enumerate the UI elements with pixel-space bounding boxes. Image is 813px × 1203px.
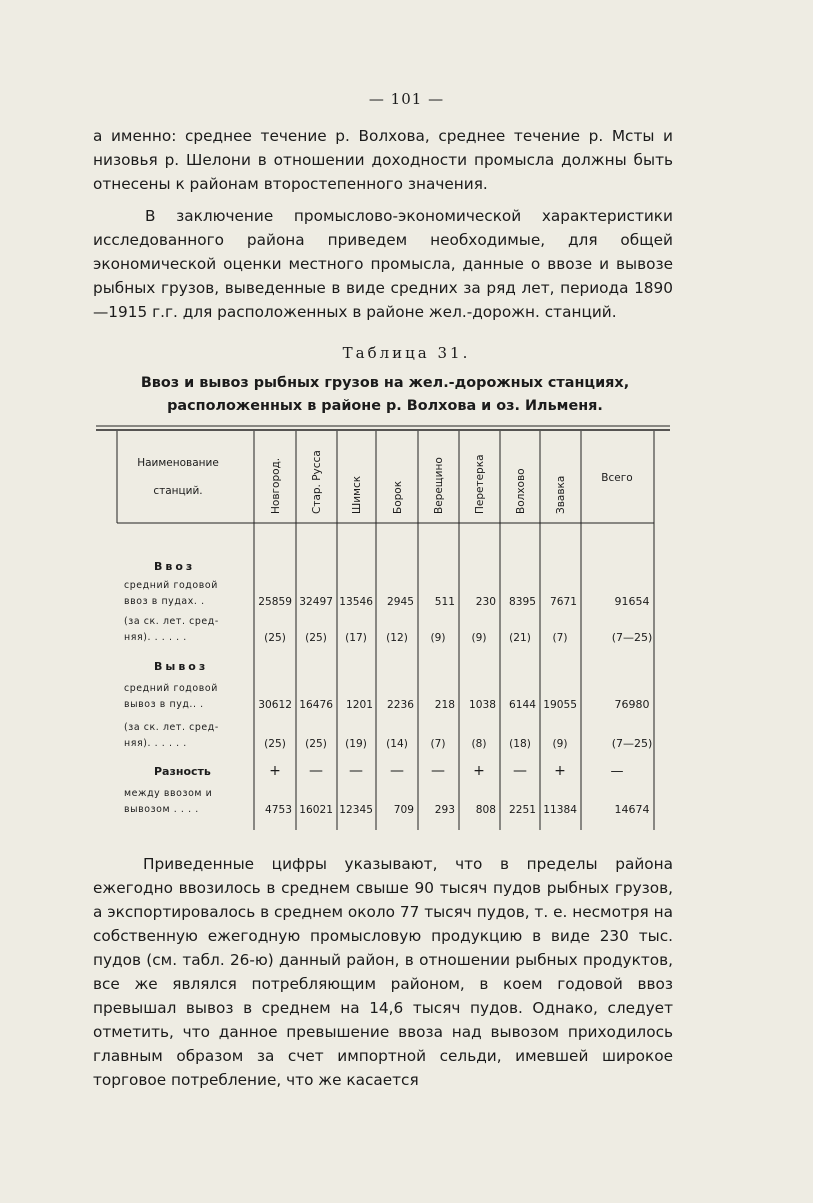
- import-heading: Ввоз: [154, 560, 196, 573]
- import-value-cell: 230: [475, 596, 496, 608]
- station-header: Шимск: [351, 475, 363, 514]
- paragraph-conclusion: В заключение промыслово-экономической характеристики исследованного района приведем необходимые, для общей экономической оценки местного промысла, данные о ввозе и вывозе рыбных грузов, выведенные в виде средних за ряд лет, периода 1890—1915 г.г. для расположенных в районе жел.-дорожн. станций.: [93, 207, 673, 321]
- import-years-label-1: (за ск. лет. сред-: [124, 616, 219, 627]
- diff-sign-cell: +: [269, 763, 281, 779]
- diff-heading: Разность: [154, 765, 211, 778]
- diff-value-cell: 12345: [339, 804, 373, 816]
- diff-sign-cell: +: [554, 763, 566, 779]
- export-label-2: вывоз в пуд.. .: [124, 699, 204, 710]
- import-years-label-2: няя). . . . . .: [124, 632, 187, 643]
- export-years-cell: (25): [264, 738, 286, 750]
- export-years-cell: (14): [386, 738, 408, 750]
- diff-sign-cell: —: [349, 763, 363, 779]
- diff-value-cell: 709: [393, 804, 414, 816]
- import-years-cell: (25): [305, 632, 327, 644]
- diff-value-cell: 11384: [543, 804, 577, 816]
- diff-sign-cell: —: [431, 763, 445, 779]
- diff-value-cell: 2251: [509, 804, 536, 816]
- diff-label-1: между ввозом и: [124, 788, 213, 799]
- import-label-1: средний годовой: [124, 580, 218, 591]
- import-label-2: ввоз в пудах. .: [124, 596, 205, 607]
- import-years-cell: (21): [509, 632, 531, 644]
- import-years-cell: (17): [345, 632, 367, 644]
- export-years-cell: (19): [345, 738, 367, 750]
- import-value-cell: 7671: [550, 596, 577, 608]
- header-name-line1: Наименование: [137, 457, 219, 469]
- import-value-cell: 32497: [299, 596, 333, 608]
- export-value-cell: 2236: [387, 699, 414, 711]
- import-years-cell: (9): [430, 632, 446, 644]
- import-years-cell: (25): [264, 632, 286, 644]
- export-years-total: (7—25): [611, 737, 653, 750]
- export-value-cell: 218: [434, 699, 455, 711]
- diff-sign-cell: —: [390, 763, 404, 779]
- import-total: 91654: [614, 595, 650, 608]
- diff-total: 14674: [614, 803, 650, 816]
- export-years-cell: (18): [509, 738, 531, 750]
- export-years-cell: (7): [430, 738, 446, 750]
- export-years-cell: (25): [305, 738, 327, 750]
- diff-sign-cell: —: [309, 763, 323, 779]
- table-title: Таблица 31.: [342, 344, 471, 362]
- import-years-cell: (7): [552, 632, 568, 644]
- page-number: — 101 —: [368, 90, 445, 108]
- export-label-1: средний годовой: [124, 683, 218, 694]
- import-value-cell: 511: [434, 596, 455, 608]
- header-total: Всего: [601, 472, 633, 484]
- export-years-label-2: няя). . . . . .: [124, 738, 187, 749]
- export-total: 76980: [614, 698, 650, 711]
- diff-sign-total: —: [610, 764, 624, 779]
- diff-value-cell: 4753: [265, 804, 292, 816]
- station-header: Звавка: [555, 475, 567, 514]
- import-value-cell: 25859: [258, 596, 292, 608]
- export-years-cell: (9): [552, 738, 568, 750]
- station-header: Верещино: [433, 457, 445, 514]
- export-value-cell: 1038: [469, 699, 496, 711]
- diff-value-cell: 808: [475, 804, 496, 816]
- export-value-cell: 19055: [543, 699, 577, 711]
- diff-sign-cell: +: [473, 763, 485, 779]
- station-header: Волхово: [515, 468, 527, 514]
- import-years-cell: (9): [471, 632, 487, 644]
- header-name-line2: станций.: [153, 485, 203, 497]
- diff-value-cell: 16021: [299, 804, 333, 816]
- paragraph-intro: а именно: среднее течение р. Волхова, среднее течение р. Мсты и низовья р. Шелони в отношении доходности промысла должны быть отнесены к районам второстепенного значения.: [93, 127, 673, 193]
- station-header: Новгород.: [270, 457, 282, 514]
- export-value-cell: 16476: [299, 699, 333, 711]
- export-years-label-1: (за ск. лет. сред-: [124, 722, 219, 733]
- export-years-cell: (8): [471, 738, 487, 750]
- table-caption: Ввоз и вывоз рыбных грузов на жел.-дорожных станциях, расположенных в районе р. Волхова и оз. Ильменя.: [140, 375, 630, 414]
- import-years-total: (7—25): [611, 631, 653, 644]
- diff-value-cell: 293: [434, 804, 455, 816]
- import-value-cell: 13546: [339, 596, 373, 608]
- station-header: Стар. Русса: [311, 450, 323, 514]
- import-value-cell: 8395: [509, 596, 536, 608]
- export-value-cell: 6144: [509, 699, 536, 711]
- export-heading: Вывоз: [154, 660, 209, 673]
- export-value-cell: 1201: [346, 699, 373, 711]
- station-header: Борок: [392, 480, 404, 514]
- diff-label-2: вывозом . . . .: [124, 804, 199, 815]
- import-value-cell: 2945: [387, 596, 414, 608]
- import-years-cell: (12): [386, 632, 408, 644]
- paragraph-analysis: Приведенные цифры указывают, что в пределы района ежегодно ввозилось в среднем свыше 90 тысяч пудов рыбных грузов, а экспортировалось в среднем около 77 тысяч пудов, т. е. несмотря на собственную ежегодную промысловую продукцию в виде 230 тыс. пудов (см. табл. 26-ю) данный район, в отношении рыбных продуктов, все же являлся потребляющим районом, в коем годовой ввоз превышал вывоз в среднем на 14,6 тысяч пудов. Однако, следует отметить, что данное превышение ввоза над вывозом приходилось главным образом за счет импортной сельди, имевшей широкое торговое потребление, что же касается: [93, 855, 673, 1089]
- diff-sign-cell: —: [513, 763, 527, 779]
- station-header: Перетерка: [474, 454, 486, 514]
- export-value-cell: 30612: [258, 699, 292, 711]
